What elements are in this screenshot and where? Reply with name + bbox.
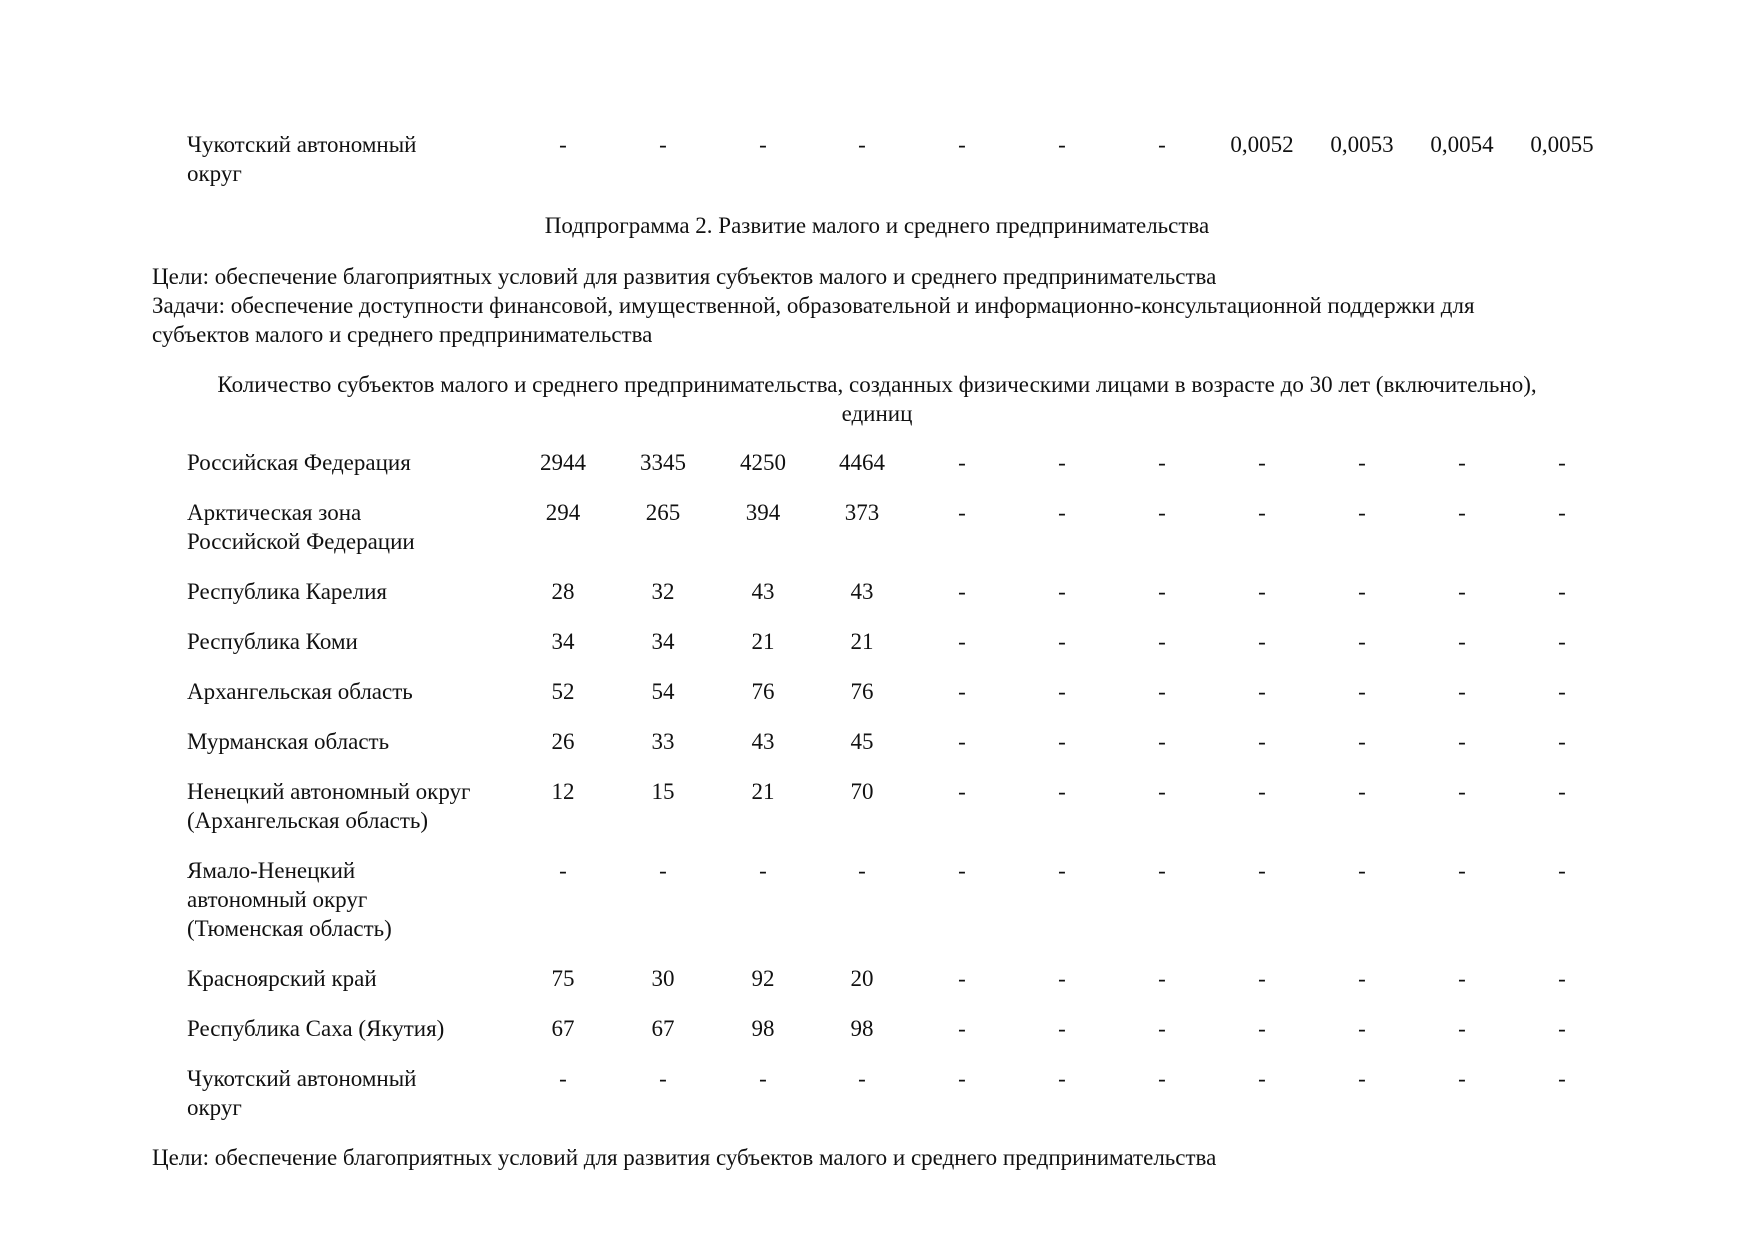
cell: 0,0052 bbox=[1230, 132, 1294, 157]
row-label bbox=[187, 777, 507, 835]
cell: - bbox=[1458, 500, 1466, 525]
cell: 76 bbox=[850, 679, 874, 704]
cell: - bbox=[1558, 729, 1566, 754]
cell: - bbox=[1458, 1016, 1466, 1041]
cell: - bbox=[1458, 966, 1466, 991]
cell: - bbox=[659, 1066, 667, 1091]
cell: 4250 bbox=[740, 450, 786, 475]
cell: 30 bbox=[651, 966, 675, 991]
cell: - bbox=[1058, 858, 1066, 883]
cell: - bbox=[1558, 679, 1566, 704]
cell: - bbox=[559, 132, 567, 157]
cell: - bbox=[1358, 629, 1366, 654]
cell: - bbox=[1258, 679, 1266, 704]
cell: 21 bbox=[751, 629, 775, 654]
cell: 0,0054 bbox=[1430, 132, 1494, 157]
cell: 34 bbox=[551, 629, 575, 654]
cell: - bbox=[958, 1066, 966, 1091]
cell: 98 bbox=[850, 1016, 874, 1041]
row-label bbox=[187, 498, 507, 556]
cell: - bbox=[1358, 729, 1366, 754]
row-label-line: Мурманская область bbox=[187, 729, 390, 754]
cell: - bbox=[958, 132, 966, 157]
cell: - bbox=[759, 1066, 767, 1091]
cell: - bbox=[1358, 500, 1366, 525]
cell: - bbox=[1358, 1066, 1366, 1091]
cell: 67 bbox=[551, 1016, 575, 1041]
row-label-line: Арктическая зона bbox=[187, 500, 362, 525]
cell: - bbox=[1258, 779, 1266, 804]
cell: - bbox=[1258, 966, 1266, 991]
row-label bbox=[187, 627, 507, 656]
cell: - bbox=[1058, 629, 1066, 654]
cell: - bbox=[1058, 450, 1066, 475]
cell: 373 bbox=[844, 500, 880, 525]
tasks-text-line2: субъектов малого и среднего предпринимательства bbox=[152, 322, 653, 347]
cell: 70 bbox=[850, 779, 874, 804]
row-label bbox=[187, 856, 507, 943]
cell: - bbox=[1158, 629, 1166, 654]
tasks-text-line1: Задачи: обеспечение доступности финансовой, имущественной, образовательной и информационно-консультационной поддержки для bbox=[152, 293, 1475, 318]
cell: - bbox=[1558, 1066, 1566, 1091]
cell: - bbox=[1358, 450, 1366, 475]
cell: - bbox=[1458, 450, 1466, 475]
cell: - bbox=[1458, 729, 1466, 754]
cell: - bbox=[559, 858, 567, 883]
cell: 76 bbox=[751, 679, 775, 704]
cell: - bbox=[1058, 579, 1066, 604]
cell: 20 bbox=[850, 966, 874, 991]
cell: - bbox=[1258, 450, 1266, 475]
cell: 21 bbox=[850, 629, 874, 654]
row-label bbox=[187, 1014, 507, 1043]
cell: - bbox=[858, 858, 866, 883]
cell: 3345 bbox=[640, 450, 686, 475]
cell: - bbox=[1358, 579, 1366, 604]
row-label-line: (Тюменская область) bbox=[187, 916, 392, 941]
cell: 52 bbox=[551, 679, 575, 704]
subprogram-title: Подпрограмма 2. Развитие малого и среднего предпринимательства bbox=[544, 213, 1210, 238]
cell: - bbox=[1058, 500, 1066, 525]
cell: - bbox=[1058, 132, 1066, 157]
cell: - bbox=[1258, 729, 1266, 754]
cell: - bbox=[1158, 1016, 1166, 1041]
cell: - bbox=[958, 679, 966, 704]
cell: - bbox=[1558, 966, 1566, 991]
row-label bbox=[187, 677, 507, 706]
cell: - bbox=[1158, 858, 1166, 883]
cell: - bbox=[1558, 779, 1566, 804]
row-label-line: Республика Саха (Якутия) bbox=[187, 1016, 445, 1041]
row-label-line: (Архангельская область) bbox=[187, 808, 429, 833]
row-label-line: округ bbox=[187, 161, 242, 186]
cell: 54 bbox=[651, 679, 675, 704]
cell: - bbox=[659, 858, 667, 883]
cell: 394 bbox=[745, 500, 781, 525]
cell: 92 bbox=[751, 966, 775, 991]
cell: - bbox=[1158, 500, 1166, 525]
cell: 43 bbox=[850, 579, 874, 604]
cell: - bbox=[1358, 779, 1366, 804]
cell: - bbox=[858, 1066, 866, 1091]
cell: 32 bbox=[651, 579, 675, 604]
cell: - bbox=[1158, 679, 1166, 704]
cell: - bbox=[1058, 1016, 1066, 1041]
cell: 0,0055 bbox=[1530, 132, 1594, 157]
cell: - bbox=[1058, 966, 1066, 991]
cell: - bbox=[1458, 858, 1466, 883]
cell: 265 bbox=[645, 500, 681, 525]
cell: - bbox=[1258, 858, 1266, 883]
cell: - bbox=[1358, 966, 1366, 991]
cell: - bbox=[1458, 579, 1466, 604]
row-label-line: Чукотский автономный bbox=[187, 132, 417, 157]
goals-text: Цели: обеспечение благоприятных условий для развития субъектов малого и среднего предпринимательства bbox=[152, 264, 1217, 289]
cell: - bbox=[1158, 966, 1166, 991]
cell: - bbox=[1158, 729, 1166, 754]
cell: 21 bbox=[751, 779, 775, 804]
cell: - bbox=[1158, 779, 1166, 804]
cell: 34 bbox=[651, 629, 675, 654]
cell: - bbox=[1458, 779, 1466, 804]
row-label bbox=[187, 1064, 507, 1122]
cell: 15 bbox=[651, 779, 675, 804]
row-label-line: округ bbox=[187, 1095, 242, 1120]
cell: 4464 bbox=[839, 450, 885, 475]
row-label-line: Российской Федерации bbox=[187, 529, 415, 554]
cell: - bbox=[1558, 500, 1566, 525]
cell: - bbox=[1058, 729, 1066, 754]
cell: - bbox=[1558, 629, 1566, 654]
cell: - bbox=[1558, 450, 1566, 475]
cell: - bbox=[958, 579, 966, 604]
cell: - bbox=[1258, 629, 1266, 654]
cell: 2944 bbox=[540, 450, 586, 475]
cell: - bbox=[958, 500, 966, 525]
cell: 26 bbox=[551, 729, 575, 754]
cell: - bbox=[1058, 1066, 1066, 1091]
cell: 28 bbox=[551, 579, 575, 604]
cell: - bbox=[659, 132, 667, 157]
cell: 45 bbox=[850, 729, 874, 754]
row-label bbox=[187, 130, 507, 188]
row-label-line: Республика Карелия bbox=[187, 579, 388, 604]
row-label-line: Архангельская область bbox=[187, 679, 413, 704]
cell: 67 bbox=[651, 1016, 675, 1041]
cell: - bbox=[1358, 679, 1366, 704]
footer-goals-text: Цели: обеспечение благоприятных условий для развития субъектов малого и среднего предпринимательства bbox=[152, 1145, 1217, 1170]
cell: - bbox=[1058, 679, 1066, 704]
row-label-line: Ненецкий автономный округ bbox=[187, 779, 471, 804]
cell: - bbox=[1258, 1066, 1266, 1091]
row-label bbox=[187, 727, 507, 756]
cell: - bbox=[958, 1016, 966, 1041]
row-label bbox=[187, 448, 507, 477]
cell: - bbox=[958, 966, 966, 991]
cell: - bbox=[1358, 1016, 1366, 1041]
cell: - bbox=[1158, 579, 1166, 604]
cell: - bbox=[1158, 450, 1166, 475]
row-label-line: Ямало-Ненецкий bbox=[187, 858, 356, 883]
cell: 98 bbox=[751, 1016, 775, 1041]
indicator-title-line: единиц bbox=[841, 401, 913, 426]
cell: - bbox=[559, 1066, 567, 1091]
row-label-line: Чукотский автономный bbox=[187, 1066, 417, 1091]
row-label-line: Красноярский край bbox=[187, 966, 377, 991]
cell: - bbox=[1558, 579, 1566, 604]
cell: 12 bbox=[551, 779, 575, 804]
row-label-line: Республика Коми bbox=[187, 629, 358, 654]
cell: - bbox=[1058, 779, 1066, 804]
cell: 294 bbox=[545, 500, 581, 525]
cell: - bbox=[759, 858, 767, 883]
cell: - bbox=[958, 450, 966, 475]
cell: - bbox=[1258, 1016, 1266, 1041]
row-label-line: автономный округ bbox=[187, 887, 368, 912]
cell: - bbox=[1458, 629, 1466, 654]
cell: 75 bbox=[551, 966, 575, 991]
cell: - bbox=[958, 729, 966, 754]
cell: - bbox=[958, 858, 966, 883]
cell: - bbox=[1458, 679, 1466, 704]
cell: - bbox=[1558, 858, 1566, 883]
cell: - bbox=[858, 132, 866, 157]
cell: - bbox=[958, 779, 966, 804]
row-label bbox=[187, 577, 507, 606]
row-label-line: Российская Федерация bbox=[187, 450, 411, 475]
cell: - bbox=[1358, 858, 1366, 883]
cell: - bbox=[759, 132, 767, 157]
row-label bbox=[187, 964, 507, 993]
indicator-title-line: Количество субъектов малого и среднего предпринимательства, созданных физическими лицами в возрасте до 30 лет (включительно), bbox=[217, 372, 1537, 397]
cell: - bbox=[1258, 579, 1266, 604]
cell: - bbox=[958, 629, 966, 654]
cell: - bbox=[1158, 132, 1166, 157]
cell: 43 bbox=[751, 579, 775, 604]
cell: 43 bbox=[751, 729, 775, 754]
cell: - bbox=[1158, 1066, 1166, 1091]
cell: - bbox=[1558, 1016, 1566, 1041]
cell: 0,0053 bbox=[1330, 132, 1394, 157]
cell: - bbox=[1458, 1066, 1466, 1091]
cell: - bbox=[1258, 500, 1266, 525]
cell: 33 bbox=[651, 729, 675, 754]
indicator-title bbox=[150, 370, 1604, 428]
